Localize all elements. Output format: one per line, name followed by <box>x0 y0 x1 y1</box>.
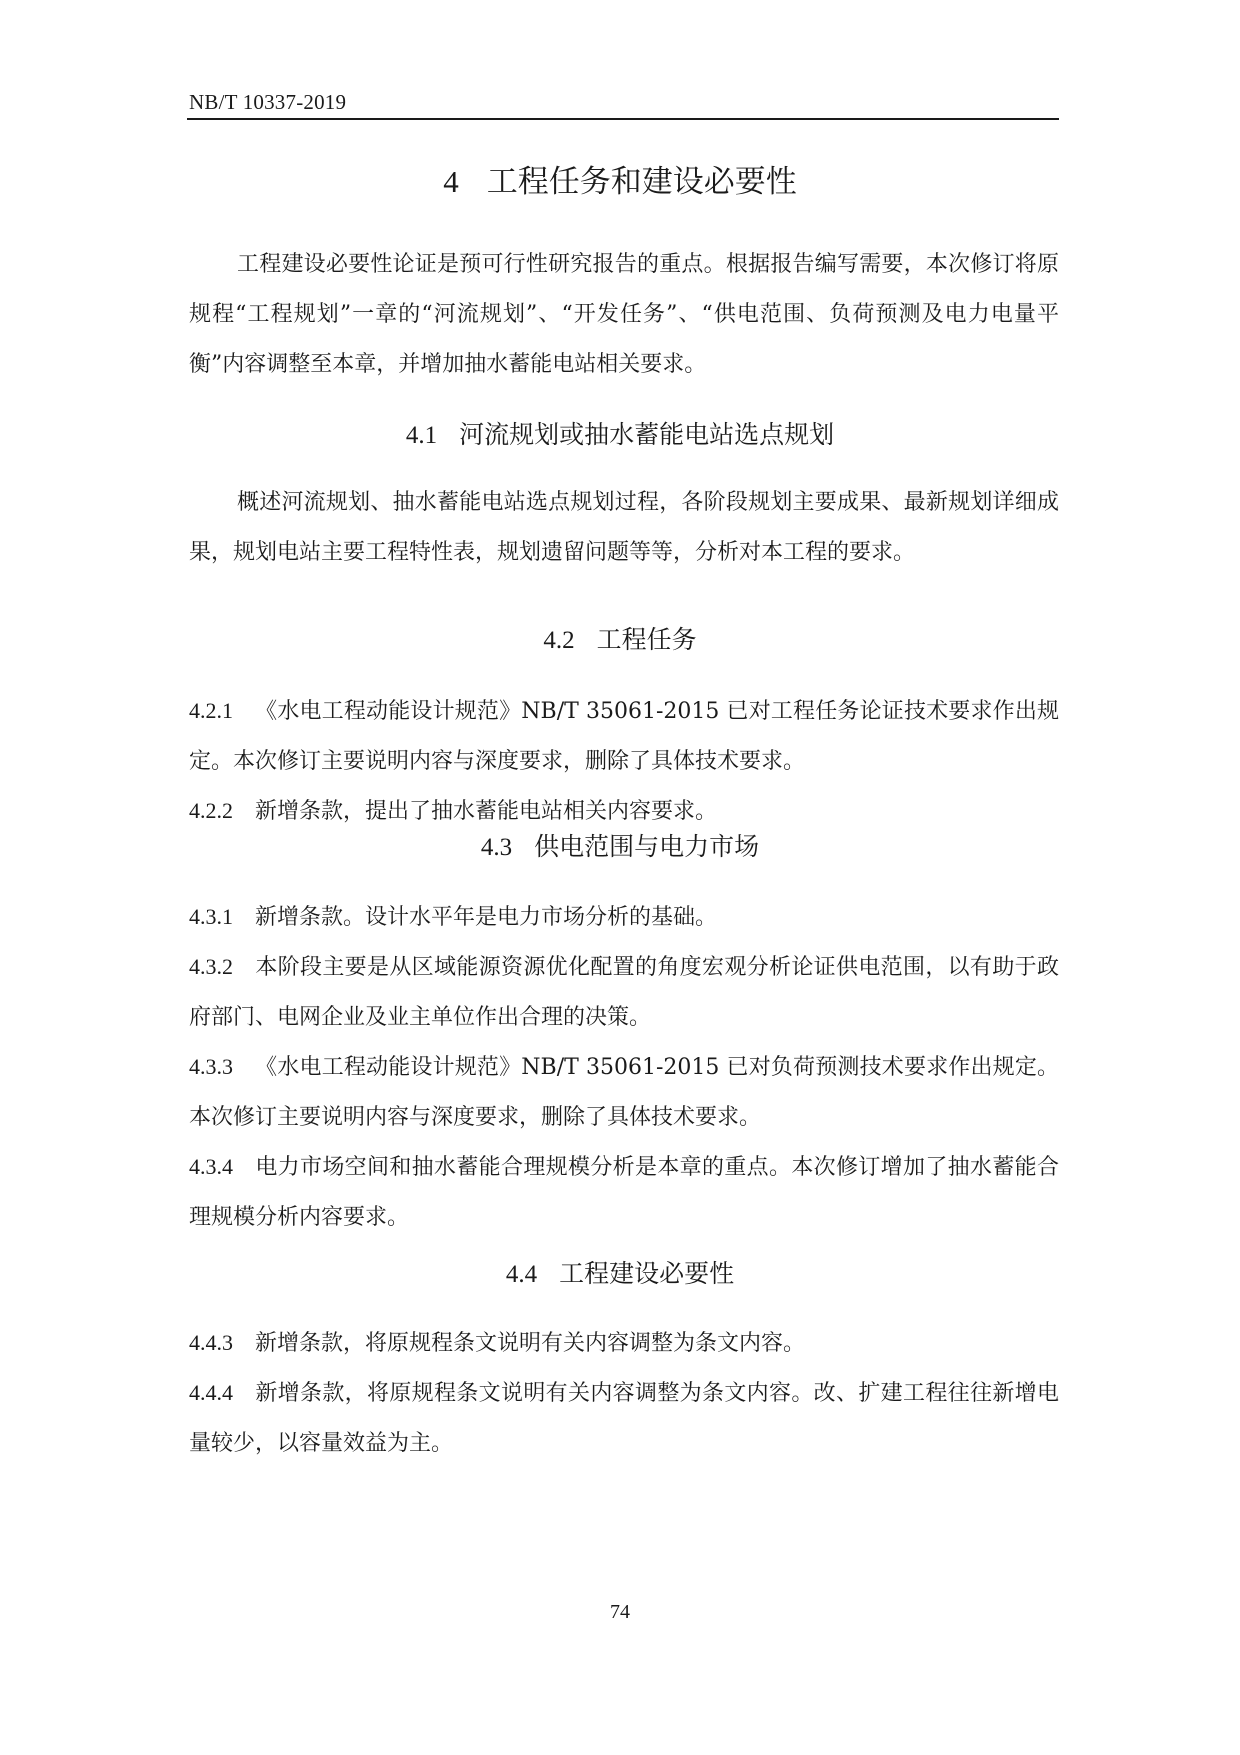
clause-number: 4.3.2 <box>189 954 233 979</box>
section-title-text: 工程任务 <box>596 625 697 654</box>
section-paragraph: 概述河流规划、抽水蓄能电站选点规划过程，各阶段规划主要成果、最新规划详细成果，规划电站主要工程特性表，规划遗留问题等等，分析对本工程的要求。 <box>189 490 1059 565</box>
clause-number: 4.4.4 <box>189 1380 233 1405</box>
chapter-title <box>0 162 1240 202</box>
section-title-text: 河流规划或抽水蓄能电站选点规划 <box>459 420 835 449</box>
clause-number: 4.4.3 <box>189 1330 233 1355</box>
section-title <box>0 830 1240 865</box>
clause <box>189 1318 1059 1369</box>
clause <box>189 1042 1059 1143</box>
clause <box>189 892 1059 943</box>
clause-text: 《水电工程动能设计规范》NB/T 35061-2015 已对负荷预测技术要求作出规定。本次修订主要说明内容与深度要求，删除了具体技术要求。 <box>189 1055 1059 1130</box>
section-title-text: 工程建设必要性 <box>559 1259 735 1288</box>
section-title <box>0 418 1240 453</box>
clause <box>189 1142 1059 1243</box>
clause-text: 新增条款，将原规程条文说明有关内容调整为条文内容。 <box>255 1331 806 1356</box>
clause <box>189 1368 1059 1469</box>
section-number: 4.4 <box>505 1261 538 1288</box>
page-number: 74 <box>610 1601 630 1623</box>
chapter-title-text: 工程任务和建设必要性 <box>486 164 797 200</box>
clause <box>189 942 1059 1043</box>
clause <box>189 686 1059 787</box>
clause-number: 4.2.1 <box>189 698 233 723</box>
intro-paragraph: 工程建设必要性论证是预可行性研究报告的重点。根据报告编写需要，本次修订将原规程“工程规划”一章的“河流规划”、“开发任务”、“供电范围、负荷预测及电力电量平衡”内容调整至本章，并增加抽水蓄能电站相关要求。 <box>189 252 1059 377</box>
clause-number: 4.3.1 <box>189 904 233 929</box>
clause-text: 新增条款，提出了抽水蓄能电站相关内容要求。 <box>255 799 718 824</box>
section-title-text: 供电范围与电力市场 <box>534 832 760 861</box>
clause-text: 《水电工程动能设计规范》NB/T 35061-2015 已对工程任务论证技术要求作出规定。本次修订主要说明内容与深度要求，删除了具体技术要求。 <box>189 699 1059 774</box>
section-title <box>0 1257 1240 1292</box>
clause-text: 电力市场空间和抽水蓄能合理规模分析是本章的重点。本次修订增加了抽水蓄能合理规模分析内容要求。 <box>189 1155 1059 1230</box>
document-code: NB/T 10337-2019 <box>189 90 347 114</box>
section-title <box>0 623 1240 658</box>
section-number: 4.1 <box>405 422 438 449</box>
clause-number: 4.3.4 <box>189 1154 233 1179</box>
clause-text: 新增条款。设计水平年是电力市场分析的基础。 <box>255 905 718 930</box>
chapter-number: 4 <box>443 164 459 199</box>
section-number: 4.2 <box>543 627 575 654</box>
clause-number: 4.2.2 <box>189 798 233 823</box>
header-divider <box>187 118 1059 120</box>
clause-text: 本阶段主要是从区域能源资源优化配置的角度宏观分析论证供电范围，以有助于政府部门、电网企业及业主单位作出合理的决策。 <box>189 955 1059 1030</box>
clause-number: 4.3.3 <box>189 1054 233 1079</box>
clause-text: 新增条款，将原规程条文说明有关内容调整为条文内容。改、扩建工程往往新增电量较少，以容量效益为主。 <box>189 1381 1059 1456</box>
section-number: 4.3 <box>480 834 513 861</box>
